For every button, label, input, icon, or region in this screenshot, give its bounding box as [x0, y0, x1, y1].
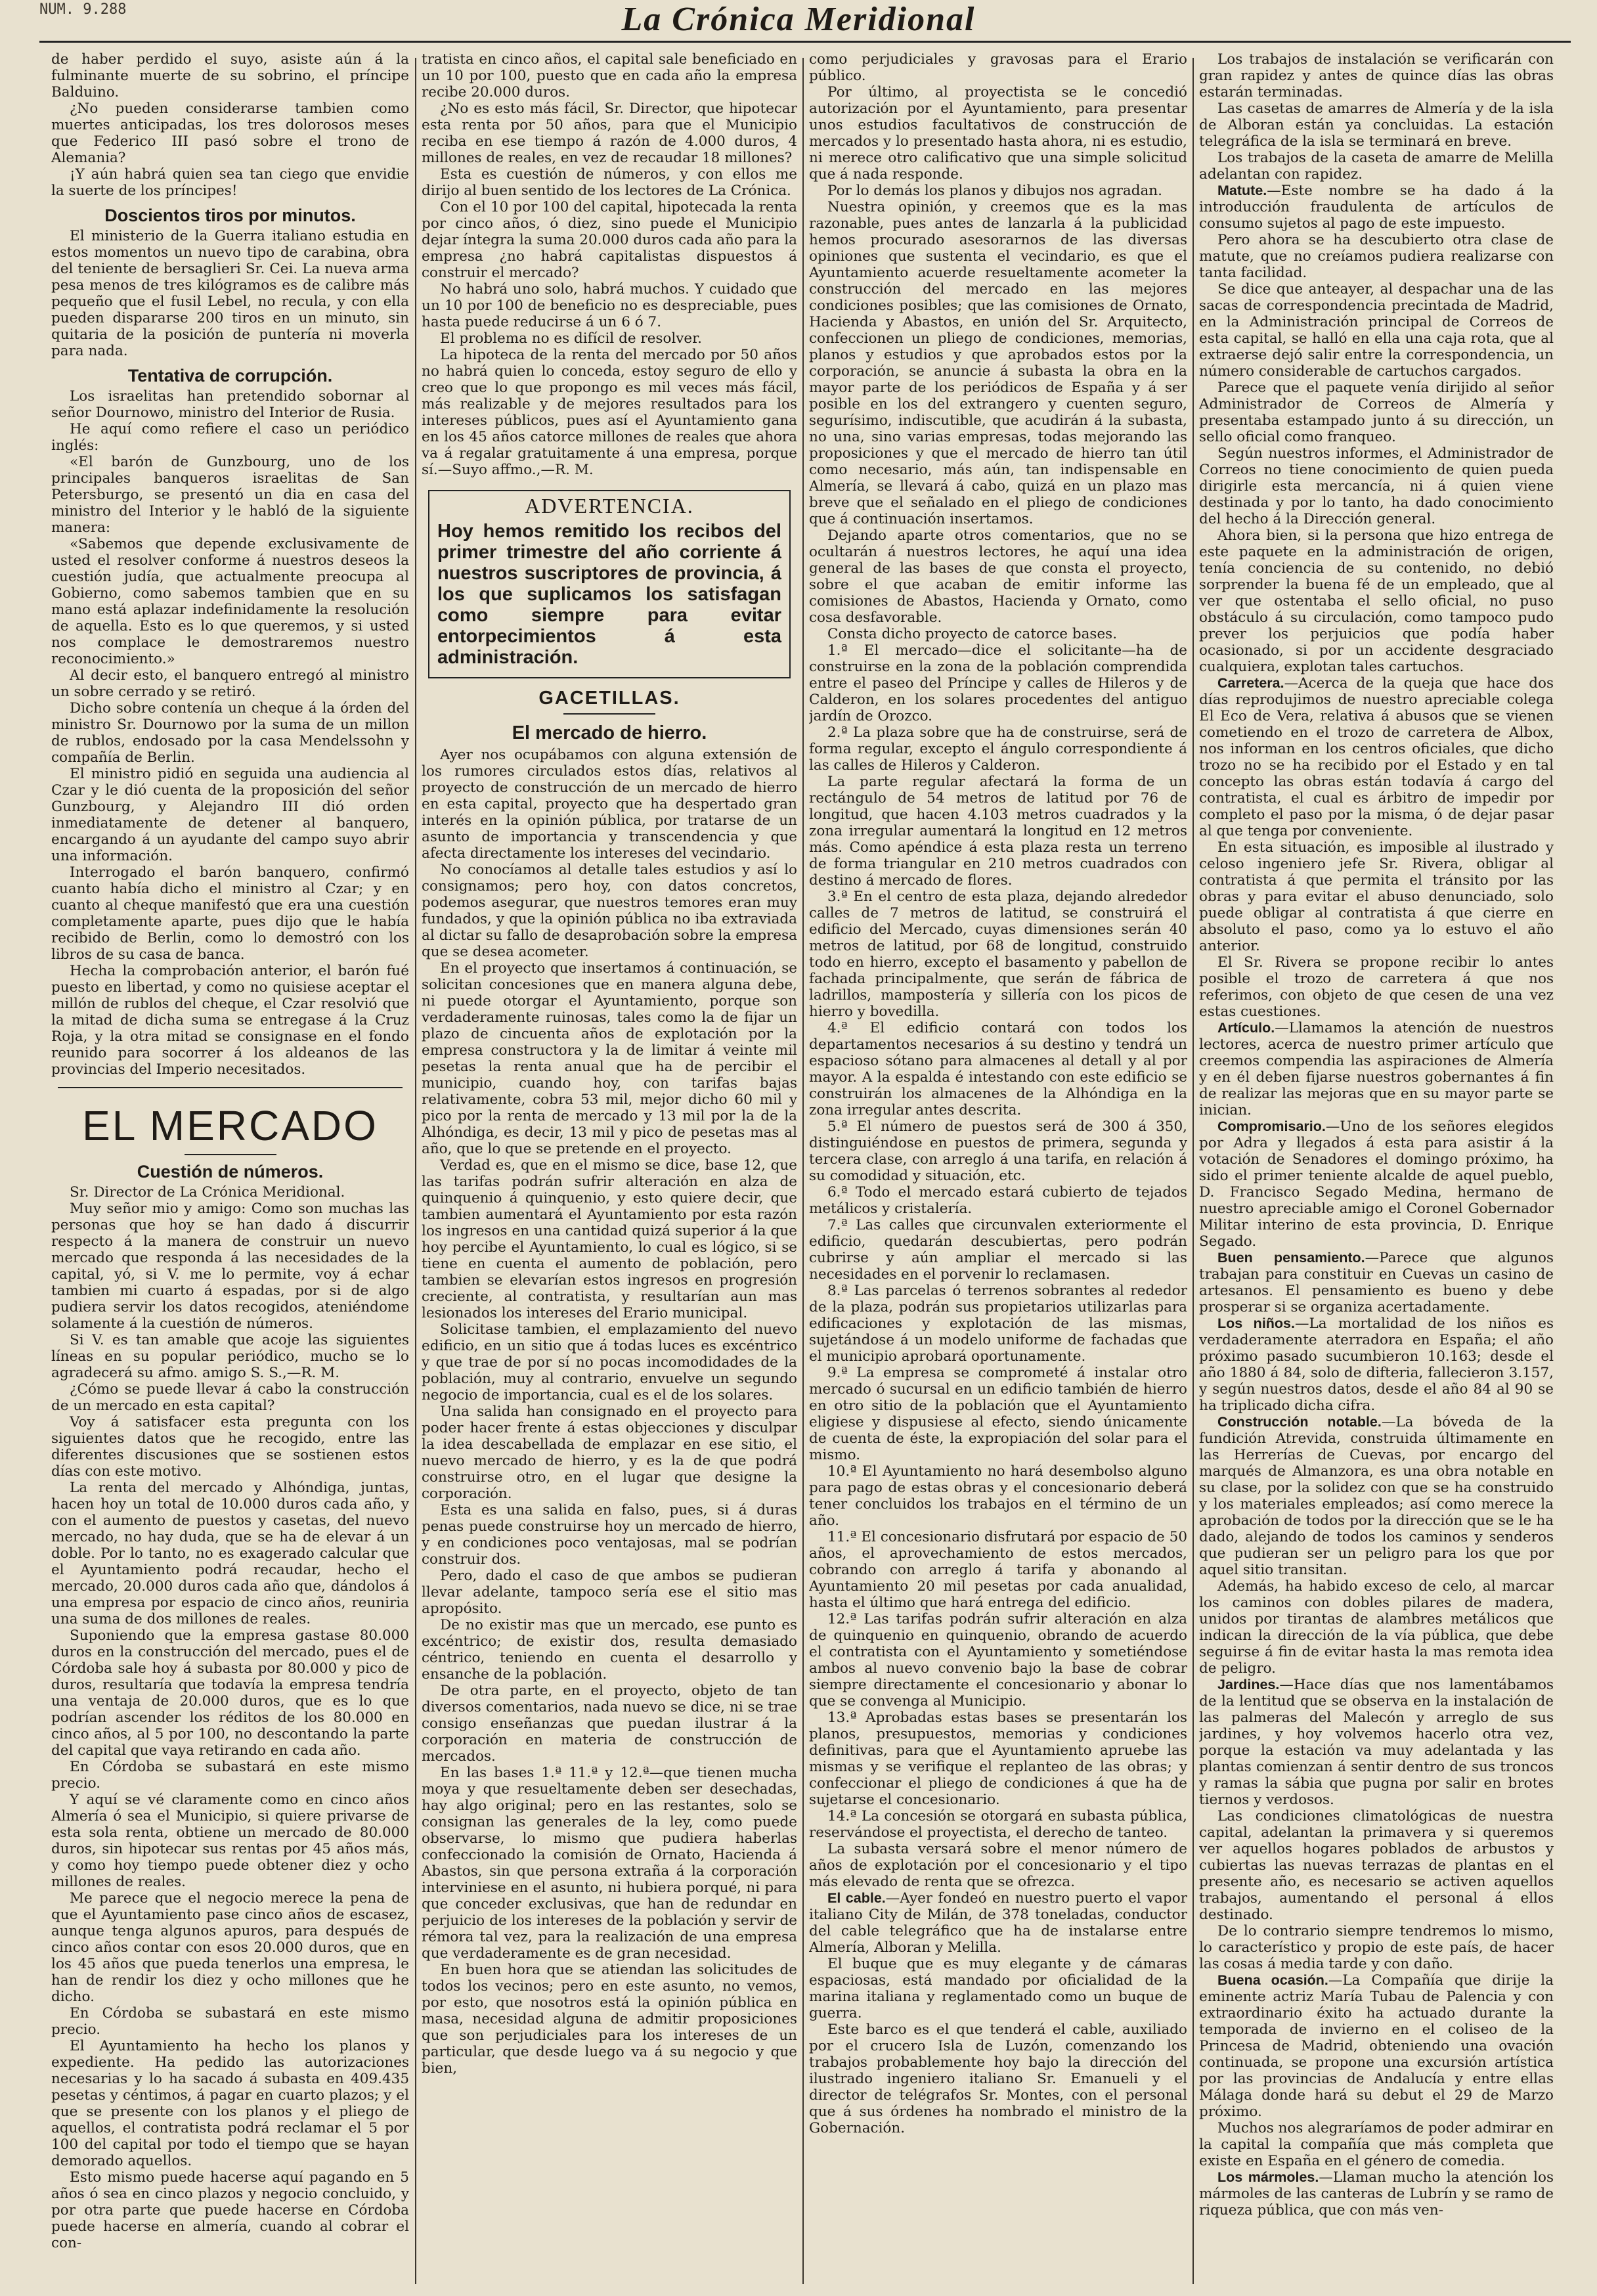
- paragraph: Ahora bien, si la persona que hizo entrega de este paquete en la administración de origen, tenía conciencia de su contenido, no debió sorprender la buena fé de un empleado, que al ver que ostentaba el sello oficial, no puso obstáculo á su circulación, como tampoco pudo prever los perjuicios que podía haber ocasionado, si por un accidente desgraciado cualquiera, explotan tales cartuchos.: [1199, 527, 1554, 675]
- paragraph: Los trabajos de la caseta de amarre de Melilla adelantan con rapidez.: [1199, 150, 1554, 183]
- paragraph: Nuestra opinión, y creemos que es la mas razonable, pues antes de lanzarla á la publicidad hemos procurado asesorarnos de las diversas opiniones que sustenta el vecindario, es que el Ayuntamiento acuerde resueltamente acometer la construcción del mercado en las mejores condiciones posibles; que las comisiones de Ornato, Hacienda y Abastos, en unión del Sr. Arquitecto, confeccionen un pliego de condiciones, memorias, planos y estudios y que aprobados estos por la corporación, se anuncie á subasta la obra en la mayor parte de los periódicos de España y á ser posible en los del extrangero y cuenten seguro, segurísimo, indiscutible, que acudirán á la subasta, no una, sino varias empresas, todas mejorando las proposiciones y que el mercado de hierro tan útil como necesario, más aún, tan indispensable en Almería, se llevará á cabo, quizá en un plazo mas breve que el señalado en el pliego de condiciones que á continuación insertamos.: [809, 199, 1187, 527]
- paragraph: Pero, dado el caso de que ambos se pudieran llevar adelante, tampoco sería ese el sitio mas apropósito.: [422, 1568, 797, 1617]
- paragraph: Por lo demás los planos y dibujos nos agradan.: [827, 183, 1162, 199]
- paragraph: Al decir esto, el banquero entregó al ministro un sobre cerrado y se retiró.: [51, 667, 409, 700]
- issue-number: NUM. 9.288: [39, 1, 127, 18]
- paragraph: De otra parte, en el proyecto, objeto de tan diversos comentarios, nada nuevo se dice, ni se trae consigo enseñanzas que puedan ilustrar á la corporación en materia de construcción de mercados.: [422, 1683, 797, 1765]
- paragraph: 1.ª El mercado—dice el solicitante—ha de construirse en la zona de la población comprendida entre el paseo del Príncipe y calles de Hileros y de Calderon, en los solares procedentes del antiguo jardín de Orozco.: [809, 642, 1187, 724]
- paragraph: [1199, 1677, 1554, 1808]
- paragraph: Esta es una salida en falso, pues, si á duras penas puede construirse hoy un mercado de hierro, y en condiciones poco ventajosas, mal se podrían construir dos.: [422, 1502, 797, 1568]
- paragraph: Dicho sobre contenía un cheque á la órden del ministro Sr. Dournowo por la suma de un millon de rublos, endosado por la casa Mendelssohn y compañía de Berlin.: [51, 700, 409, 766]
- paragraph: La hipoteca de la renta del mercado por 50 años no habrá quien lo conceda, estoy seguro de ello y creo que lo que propongo es mil veces más fácil, más realizable y de mejores resultados para los intereses públicos, pues así el Ayuntamiento gana en los 45 años catorce millones de reales que ahora va á regalar gratuitamente á una empresa, porque sí.—Suyo affmo.,—R. M.: [422, 347, 797, 478]
- paragraph: Esta es cuestión de números, y con ellos me dirijo al buen sentido de los lectores de La Crónica.: [422, 166, 797, 199]
- headline-doscientos: Doscientos tiros por minutos.: [104, 206, 356, 225]
- paragraph: 4.ª El edificio contará con todos los departamentos necesarios á su destino y tendrá un espacioso sótano para almacenes al detall y al por mayor. A la espalda é intestando con este edificio se construirán los almacenes de la Alhóndiga en la zona irregular antes descrita.: [809, 1020, 1187, 1118]
- paragraph: [1199, 1118, 1554, 1250]
- column-1: [51, 51, 409, 2284]
- paragraph: Me parece que el negocio merece la pena de que el Ayuntamiento pase cinco años de escasez, aunque tenga algunos apuros, para después de cinco años contar con esos 20.000 duros, que en los 45 años que pueda tenerlos una empresa, le han de rendir los diez y ocho millones que he dicho.: [51, 1890, 409, 2005]
- headline-cuestion: Cuestión de números.: [137, 1162, 324, 1181]
- column-rule: [415, 58, 416, 2284]
- paragraph: Y aquí se vé claramente como en cinco años Almería ó sea el Municipio, si quiere privarse de esta sola renta, obtiene un mercado de 80.000 duros, sin hipotecar sus rentas por 45 años más, y como hoy tiempo puede obtener diez y ocho millones de reales.: [51, 1792, 409, 1890]
- paragraph: En Córdoba se subastará en este mismo precio.: [51, 1759, 409, 1792]
- item-keyword: Buen pensamiento.: [1217, 1250, 1365, 1266]
- item-keyword: Matute.: [1217, 183, 1267, 198]
- masthead: [0, 0, 1597, 39]
- paragraph: [1199, 1414, 1554, 1578]
- ornament-rule: [563, 713, 655, 715]
- paragraph: Muchos nos alegraríamos de poder admirar en la capital la compañía que más completa que existe en España en el género de comedia.: [1199, 2120, 1554, 2169]
- paragraph: 8.ª Las parcelas ó terrenos sobrantes al rededor de la plaza, podrán sus propietarios utilizarlas para edificaciones y explotación de las mismas, sujetándose á un modelo uniforme de fachadas que el municipio aprobará oportunamente.: [809, 1283, 1187, 1365]
- paragraph: 12.ª Las tarifas podrán sufrir alteración en alza de quinquenio en quinquenio, obrando de acuerdo el contratista con el Ayuntamiento y sometiéndose ambos al nuevo convenio bajo la base de cobrar siempre directamente el concesionario y abonar lo que se convenga al Municipio.: [809, 1611, 1187, 1710]
- paragraph: El Ayuntamiento ha hecho los planos y expediente. Ha pedido las autorizaciones necesarias y lo ha sacado á subasta en 409.435 pesetas y céntimos, á pagar en cuarto plazos; y el que se presente con los planos y el pliego de aquellos, el contratista podrá reclamar el 5 por 100 del capital por todo el tiempo que se hayan demorado aquellos.: [51, 2038, 409, 2169]
- paragraph: El ministro pidió en seguida una audiencia al Czar y le dió cuenta de la proposición del señor Gunzbourg, y Alejandro III dió orden inmediatamente de detener al banquero, encargando á un ayudante del campo suyo abrir una información.: [51, 766, 409, 864]
- section-rule: [58, 1087, 403, 1088]
- column-2: [422, 51, 797, 2284]
- paragraph: Se dice que anteayer, al despachar una de las sacas de correspondencia precintada de Madrid, en la Administración principal de Correos de esta capital, se halló en ella una caja rota, que al extraerse dejó salir entre la correspondencia, un número considerable de cartuchos cargados.: [1199, 281, 1554, 380]
- paragraph: «El barón de Gunzbourg, uno de los principales banqueros israelitas de San Petersburgo, se presentó un dia en casa del ministro del Interior y le habló de la siguiente manera:: [51, 454, 409, 536]
- paragraph: Una salida han consignado en el proyecto para poder hacer frente á estas objecciones y disculpar la idea descabellada de emplazar en ese sitio, el nuevo mercado de hierro, y es la de que podrá construirse otro, en el lugar que designe la corporación.: [422, 1403, 797, 1502]
- paragraph: ¿No pueden considerarse tambien como muertes anticipadas, los tres dolorosos meses que Federico III pasó sobre el trono de Alemania?: [51, 100, 409, 166]
- paragraph: 2.ª La plaza sobre que ha de construirse, será de forma regular, excepto el ángulo correspondiente á las calles de Hileros y Calderon.: [809, 724, 1187, 774]
- headline-mercado-hierro: El mercado de hierro.: [512, 722, 707, 743]
- item-keyword: Compromisario.: [1217, 1118, 1326, 1134]
- gacetillas-heading: GACETILLAS.: [538, 688, 680, 709]
- paragraph: Verdad es, que en el mismo se dice, base 12, que las tarifas podrán sufrir alteración en alza de quinquenio á quinquenio, y esto quiere decir, que tambien aumentará el Ayuntamiento por esta razón los ingresos en una cantidad quizá superior á la que hoy percibe el Ayuntamiento, lo cual es lógico, si se tiene en cuenta el aumento de población, pero tambien se elevarían estos ingresos en progresión creciente, al contratista, y resultarían aun mas lesionados los intereses del Erario municipal.: [422, 1157, 797, 1321]
- paragraph: tratista en cinco años, el capital sale beneficiado en un 10 por 100, puesto que en cada año la empresa recibe 20.000 duros.: [422, 51, 797, 100]
- paragraph: En las bases 1.ª 11.ª y 12.ª—que tienen mucha moya y que resueltamente deben ser desechadas, hay algo original; pero en las restantes, solo se consignan las generales de la ley, como puede observarse, lo mismo que pudiera haberlas confeccionado la comisión de Ornato, Hacienda á Abastos, sin que persona extraña á la corporación interviniese en el asunto, ni hubiera porqué, ni para que conceder exclusivas, que han de redundar en perjuicio de los intereses de la población y servir de rémora tal vez, para la realización de una empresa que verdaderamente es de gran necesidad.: [422, 1765, 797, 1962]
- item-text: —Este nombre se ha dado á la introducción fraudulenta de artículos de consumo sujetos al pago de este impuesto.: [1199, 183, 1554, 232]
- paragraph: Muy señor mio y amigo: Como son muchas las personas que hoy se han dado á discurrir respecto á la manera de construir un nuevo mercado que responda á las necesidades de la capital, yó, si V. me lo permite, voy á echar tambien mi cuarto á espadas, por si de algo pudiera servir los datos recogidos, ateniéndome solamente á la cuestión de números.: [51, 1201, 409, 1332]
- paragraph: Sr. Director de La Crónica Meridional.: [70, 1184, 345, 1201]
- item-keyword: Carretera.: [1217, 675, 1284, 691]
- paragraph: Este barco es el que tenderá el cable, auxiliado por el crucero Isla de Luzón, comenzando los trabajos probablemente hoy bajo la dirección del ilustrado ingeniero italiano Sr. Emanueli y el director de telégrafos Sr. Montes, con el personal que á sus órdenes ha nombrado el ministro de la Gobernación.: [809, 2021, 1187, 2136]
- section-title-mercado: EL MERCADO: [82, 1102, 378, 1149]
- paragraph: Hecha la comprobación anterior, el barón fué puesto en libertad, y como no quisiese aceptar el millón de rublos del cheque, el Czar resolvió que la mitad de dicha suma se entregase á la Cruz Roja, y la otra mitad se consignase en el fondo reunido para socorrer á los aldeanos de las provincias del Imperio necesitados.: [51, 963, 409, 1078]
- paragraph: 3.ª En el centro de esta plaza, dejando alrededor calles de 7 metros de latitud, se construirá el edificio del Mercado, cuyas dimensiones serán 40 metros de latitud, por 68 de longitud, construido todo en hierro, excepto el basamento y pabellon de fachada principalmente, que serán de fábrica de ladrillos, mampostería y sillería con los picos de hierro y bovedilla.: [809, 889, 1187, 1020]
- paragraph: ¿Cómo se puede llevar á cabo la construcción de un mercado en esta capital?: [51, 1381, 409, 1414]
- paragraph: De no existir mas que un mercado, ese punto es excéntrico; de existir dos, resulta demasiado céntrico, teniendo en cuenta el desarrollo y ensanche de la población.: [422, 1617, 797, 1683]
- paragraph: En el proyecto que insertamos á continuación, se solicitan concesiones que en manera alguna debe, ni puede otorgar el Ayuntamiento, porque son verdaderamente ruinosas, tales como la de fijar un plazo de cincuenta años de explotación por la empresa constructora y la de limitar á veinte mil pesetas la renta anual que ha de percibir el municipio, cuando hoy, con tarifas bajas relativamente, cobra 53 mil, mejor dicho 60 mil y pico por la renta de mercado y 13 mil por la de la Alhóndiga, es decir, 13 mil y pico de pesetas mas al año, que lo que se pretende en el proyecto.: [422, 960, 797, 1157]
- item-keyword: Buena ocasión.: [1217, 1972, 1328, 1988]
- advertencia-heading: ADVERTENCIA.: [525, 494, 694, 518]
- item-text: —Parece que algunos trabajan para constituir en Cuevas un casino de artesanos. El pensamiento es bueno y debe prosperar si se organiza acertadamente.: [1199, 1250, 1554, 1315]
- paragraph: «Sabemos que depende exclusivamente de usted el resolver conforme á nuestros deseos la cuestión judía, que actualmente preocupa al Gobierno, como sabemos tambien que en su mano está aplazar indefinidamente la resolución de aquella. Esto es lo que queremos, y si usted nos complace le demostraremos nuestro reconocimiento.»: [51, 536, 409, 667]
- paragraph: ¿No es esto más fácil, Sr. Director, que hipotecar esta renta por 50 años, para que el Municipio reciba en ese tiempo á razón de 4.000 duros, 4 millones de reales, en vez de recaudar 18 millones?: [422, 100, 797, 166]
- paragraph: Dejando aparte otros comentarios, que no se ocultarán á nuestros lectores, he aquí una idea general de las bases de que consta el proyecto, sobre el que acaban de emitir informe las comisiones de Abastos, Hacienda y Ornato, como cosa desfavorable.: [809, 527, 1187, 626]
- masthead-rule: [39, 41, 1571, 45]
- paragraph: ¡Y aún habrá quien sea tan ciego que envidie la suerte de los príncipes!: [51, 166, 409, 199]
- paragraph: 5.ª El número de puestos será de 300 á 350, distinguiéndose en puestos de primera, segunda y tercera clase, con arreglo á una tarifa, en relación á su comodidad y situación, etc.: [809, 1118, 1187, 1184]
- column-4: [1199, 51, 1554, 2284]
- paragraph: Suponiendo que la empresa gastase 80.000 duros en la construcción del mercado, pues el de Córdoba sale hoy á subasta por 80.000 y pico de duros, resultaría que todavía la empresa tendría una ventaja de 20.000 duros, que es lo que podrían ascender los réditos de los 80.000 en cinco años, al 5 por 100, no descontando la parte del capital que vaya retirando en cada año.: [51, 1627, 409, 1759]
- paragraph: El problema no es difícil de resolver.: [440, 330, 702, 347]
- paragraph: Con el 10 por 100 del capital, hipotecada la renta por cinco años, ó diez, sino puede el Municipio dejar íntegra la suma 20.000 duros cada año para la empresa ¿no habrá capitalistas dispuestos á construir el mercado?: [422, 199, 797, 281]
- paragraph: En Córdoba se subastará en este mismo precio.: [51, 2005, 409, 2038]
- item-text: —Uno de los señores elegidos por Adra y llegados á esta para asistir á la votación de Senadores el domingo próximo, ha sido el primer teniente alcalde de aquel pueblo, D. Francisco Segado Medina, hermano de nuestro apreciable amigo el Coronel Gobernador Militar interino de esta provincia, D. Enrique Segado.: [1199, 1118, 1554, 1250]
- paragraph: Voy á satisfacer esta pregunta con los siguientes datos que he recogido, entre las diferentes discusiones que se sostienen estos días con este motivo.: [51, 1414, 409, 1480]
- paragraph: Esto mismo puede hacerse aquí pagando en 5 años ó sea en cinco plazos y negocio concluido, y por otra parte que puede hacerse en Córdoba puede hacerse en almería, cuando al cobrar el con-: [51, 2169, 409, 2251]
- paragraph: La parte regular afectará la forma de un rectángulo de 54 metros de latitud por 76 de longitud, que hacen 4.103 metros cuadrados y la zona irregular aumentará la longitud en 12 metros más. Como apéndice á esta plaza resta un terreno de forma triangular en 210 metros cuadrados con destino á mercado de flores.: [809, 774, 1187, 889]
- item-text: —Hace días que nos lamentábamos de la lentitud que se observa en la instalación de las palmeras del Malecón y arreglo de sus jardines, y hoy volvemos hacerlo otra vez, porque la estación va muy adelantada y las plantas comienzan á sentir dentro de sus troncos y ramas la sábia que pugna por salir en brotes tiernos y verdosos.: [1199, 1677, 1554, 1808]
- paragraph: [1199, 1972, 1554, 2120]
- item-keyword: Construcción notable.: [1217, 1414, 1382, 1430]
- paragraph: 11.ª El concesionario disfrutará por espacio de 50 años, el aprovechamiento de estos mercados, cobrando con arreglo á tarifa y abonando al Ayuntamiento 20 mil pesetas por cada anualidad, hasta el último que hará entrega del edificio.: [809, 1529, 1187, 1611]
- paragraph: No conocíamos al detalle tales estudios y así lo consignamos; pero hoy, con datos concretos, podemos asegurar, que nuestros temores eran muy fundados, y que la opinión pública no iba extraviada al dictar su fallo de desaprobación sobre la empresa que se desea acometer.: [422, 862, 797, 960]
- paragraph: Solicitase tambien, el emplazamiento del nuevo edificio, en un sitio que á todas luces es excéntrico y que trae de por sí no pocas incomodidades de la población, muy al contrario, envuelve un segundo negocio de importancia, cual es el de los solares.: [422, 1321, 797, 1403]
- paragraph: En esta situación, es imposible al ilustrado y celoso ingeniero jefe Sr. Rivera, obligar al contratista á que permita el tránsito por las obras y para evitar el abuso denunciado, solo puede obligar al contratista á que cierre en absoluto el paso, como ya lo estuvo el año anterior.: [1199, 839, 1554, 954]
- item-text: —La Compañía que dirije la eminente actriz María Tubau de Palencia y con extraordinario éxito ha actuado durante la temporada de invierno en el coliseo de la Princesa de Madrid, obteniendo una ovación continuada, se propone una excursión artística por las provincias de Andalucía y entre ellas Málaga donde hará su debut el 29 de Marzo próximo.: [1199, 1972, 1554, 2120]
- paragraph: Según nuestros informes, el Administrador de Correos no tiene conocimiento de quien pueda dirigirle esta mercancía, ni á quien viene destinada y por lo tanto, ha dado conocimiento del hecho á la Dirección general.: [1199, 445, 1554, 527]
- paragraph: [809, 1890, 1187, 1956]
- paragraph: El ministerio de la Guerra italiano estudia en estos momentos un nuevo tipo de carabina, obra del teniente de bersaglieri Sr. Cei. La nueva arma pesa menos de tres kilógramos es de calibre más pequeño que el fusil Lebel, no recula, y con ella pueden dispararse 200 tiros en un minuto, sin quitaria de la posición de puntería ni moverla para nada.: [51, 228, 409, 359]
- advertencia-body: Hoy hemos remitido los recibos del primer trimestre del año corriente á nuestros suscriptores de provincia, á los que suplicamos los satisfagan como siempre para evitar entorpecimientos á esta administración.: [437, 521, 781, 668]
- paragraph: Las condiciones climatológicas de nuestra capital, adelantan la primavera y si queremos ver aquellos hogares poblados de arbustos y cubiertas las nuevas terrazas de plantas en el presente año, es necesario se activen aquellos trabajos, aumentando el personal á ellos destinado.: [1199, 1808, 1554, 1923]
- paragraph: La renta del mercado y Alhóndiga, juntas, hacen hoy un total de 10.000 duros cada año, y con el aumento de puestos y casetas, del nuevo mercado, no hay duda, que se ha de elevar á un doble. Por lo tanto, no es exagerado calcular que el Ayuntamiento podrá recaudar, hecho el mercado, 20.000 duros cada año que, dándolos á una empresa por espacio de cinco años, reuniria una suma de dos millones de reales.: [51, 1480, 409, 1627]
- item-keyword: Los niños.: [1217, 1315, 1295, 1331]
- item-text: —Acerca de la queja que hace dos días reprodujimos de nuestro apreciable colega El Eco de Vera, relativa á abusos que se vienen cometiendo en el trozo de carretera de Albox, nos informan en los centros oficiales, que dicho trozo no se ha recibido por el Estado y en tal concepto las obras están todavía á cargo del contratista, el cual es árbitro de impedir por completo el paso por la misma, ó de dejar pasar al que tenga por conveniente.: [1199, 675, 1554, 839]
- paragraph: Pero ahora se ha descubierto otra clase de matute, que no creíamos pudiera realizarse con tanta facilidad.: [1199, 232, 1554, 281]
- paragraph: Consta dicho proyecto de catorce bases.: [827, 626, 1118, 642]
- paragraph: 14.ª La concesión se otorgará en subasta pública, reservándose el proyectista, el derecho de tanteo.: [809, 1808, 1187, 1841]
- item-keyword: Artículo.: [1217, 1020, 1275, 1036]
- paragraph: 13.ª Aprobadas estas bases se presentarán los planos, presupuestos, memorias y condiciones definitivas, para que el Ayuntamiento apruebe las mismas y se verifique el replanteo de las obras; y confeccionar el pliego de condiciones á que ha de sujetarse el concesionario.: [809, 1710, 1187, 1808]
- column-rule: [802, 58, 804, 2284]
- paragraph: No habrá uno solo, habrá muchos. Y cuidado que un 10 por 100 de beneficio no es despreciable, pues hasta puede reducirse á un 6 ó 7.: [422, 281, 797, 330]
- item-text: —Ayer fondeó en nuestro puerto el vapor italiano City de Milán, de 378 toneladas, conductor del cable telegráfico que ha de instalarse entre Almería, Alboran y Melilla.: [809, 1890, 1187, 1956]
- paragraph: 9.ª La empresa se comprometé á instalar otro mercado ó sucursal en un edificio también de hierro en otro sitio de la población que el Ayuntamiento eligiese y dispusiese al efecto, siendo únicamente de cuenta de éste, la expropiación del solar para el mismo.: [809, 1365, 1187, 1463]
- paragraph: [1199, 1315, 1554, 1414]
- paragraph: En buen hora que se atiendan las solicitudes de todos los vecinos; pero en este asunto, no vemos, por esto, que nosotros está la opinión pública en masa, necesidad alguna de admitir proposiciones que son perjudiciales para los intereses de un particular, que desde luego va á su negocio y que bien,: [422, 1962, 797, 2077]
- paragraph: [1199, 183, 1554, 232]
- item-text: —La bóveda de la fundición Atrevida, construida últimamente en las Herrerías de Cuevas, por encargo del marqués de Almanzora, es una obra notable en su clase, por la solidez con que se ha construido y los materiales empleados; así como merece la aprobación de todos por la dirección que se le ha dado, alejando de todos los caminos y senderos que pudieran ser un peligro para los que por aquel sitio transitan.: [1199, 1414, 1554, 1578]
- paragraph: 6.ª Todo el mercado estará cubierto de tejados metálicos y cristalería.: [809, 1184, 1187, 1217]
- paragraph: Las casetas de amarres de Almería y de la isla de Alboran están ya concluidas. La estación telegráfica de la isla se terminará en breve.: [1199, 100, 1554, 150]
- paragraph: Por último, al proyectista se le concedió autorización por el Ayuntamiento, para presentar unos estudios facultativos de construcción de mercados y lo presentado hasta ahora, ni es estudio, ni merece otro calificativo que una simple solicitud que á nada responde.: [809, 84, 1187, 183]
- item-text: —Llamamos la atención de nuestros lectores, acerca de nuestro primer artículo que creemos compendia las aspiraciones de Almería y en él deben fijarse nuestros gobernantes á fin de realizar las mejoras que en su mayor parte se inician.: [1199, 1020, 1554, 1118]
- headline-tentativa: Tentativa de corrupción.: [127, 366, 333, 386]
- paragraph: La subasta versará sobre el menor número de años de explotación por el concesionario y el tipo más elevado de renta que se ofrezca.: [809, 1841, 1187, 1890]
- paragraph: Ayer nos ocupábamos con alguna extensión de los rumores circulados estos días, relativos al proyecto de construcción de un mercado de hierro en esta capital, proyecto que ha despertado gran interés en la opinión pública, por tratarse de un asunto de importancia y transcendencia y que afecta directamente los intereses del vecindario.: [422, 747, 797, 862]
- paragraph: Los trabajos de instalación se verificarán con gran rapidez y antes de quince días las obras estarán terminadas.: [1199, 51, 1554, 100]
- paragraph: [1199, 675, 1554, 839]
- column-rule: [1192, 58, 1194, 2284]
- item-keyword: El cable.: [827, 1890, 886, 1906]
- paragraph: de haber perdido el suyo, asiste aún á la fulminante muerte de su sobrino, el príncipe Balduino.: [51, 51, 409, 100]
- item-keyword: Jardines.: [1217, 1677, 1280, 1692]
- paragraph: [1199, 1250, 1554, 1315]
- paragraph: Parece que el paquete venía dirijido al señor Administrador de Correos de Almería y presentaba estampado junto á su dirección, un sello oficial como franqueo.: [1199, 380, 1554, 445]
- ornament-rule: [185, 1154, 276, 1155]
- paragraph: 7.ª Las calles que circunvalen exteriormente el edificio, quedarán descubiertas, pero podrán cubrirse y aún ampliar el mercado si las necesidades en el porvenir lo reclamasen.: [809, 1217, 1187, 1283]
- paragraph: [1199, 1020, 1554, 1118]
- advertencia-box: [428, 490, 791, 678]
- paragraph: 10.ª El Ayuntamiento no hará desembolso alguno para pago de estas obras y el concesionario deberá tener concluidos los trabajos en el término de un año.: [809, 1463, 1187, 1529]
- paragraph: El Sr. Rivera se propone recibir lo antes posible el trozo de carretera á que nos referimos, con objeto de que cesen de una vez estas cuestiones.: [1199, 954, 1554, 1020]
- paragraph: Si V. es tan amable que acoje las siguientes líneas en su popular periódico, mucho se lo agradecerá su afmo. amigo S. S.,—R. M.: [51, 1332, 409, 1381]
- paragraph: Los israelitas han pretendido sobornar al señor Dournowo, ministro del Interior de Rusia.: [51, 388, 409, 421]
- paragraph: como perjudiciales y gravosas para el Erario público.: [809, 51, 1187, 84]
- newspaper-title: La Crónica Meridional: [621, 1, 976, 38]
- item-text: —Llaman mucho la atención los mármoles de las canteras de Lubrín y se ramo de riqueza pública, que con más ven-: [1199, 2169, 1554, 2219]
- paragraph: Interrogado el barón banquero, confirmó cuanto había dicho el ministro al Czar; y en cuanto al cheque manifestó que era una cuestión completamente aparte, pues dijo que le había recibido de Berlin, como lo demostró con los libros de su casa de banca.: [51, 864, 409, 963]
- paragraph: De lo contrario siempre tendremos lo mismo, lo característico y propio de este país, de hacer las cosas á media tarde y con daño.: [1199, 1923, 1554, 1972]
- paragraph: Además, ha habido exceso de celo, al marcar los caminos con dobles pilares de madera, unidos por tirantas de alambres metálicos que indican la dirección de la vía pública, que debe seguirse á fin de evitar hasta la mas remota idea de peligro.: [1199, 1578, 1554, 1677]
- paragraph: He aquí como refiere el caso un periódico inglés:: [51, 421, 409, 454]
- item-keyword: Los mármoles.: [1217, 2169, 1319, 2185]
- paragraph: El buque que es muy elegante y de cámaras espaciosas, está mandado por oficialidad de la marina italiana y reglamentado como un buque de guerra.: [809, 1956, 1187, 2021]
- item-text: —La mortalidad de los niños es verdaderamente aterradora en España; el año próximo pasado sucumbieron 10.163; desde el año 1880 á 84, solo de difteria, fallecieron 3.157, y según nuestros datos, desde el año 84 al 90 se ha triplicado dicha cifra.: [1199, 1315, 1554, 1414]
- paragraph: [1199, 2169, 1554, 2219]
- column-3: [809, 51, 1187, 2284]
